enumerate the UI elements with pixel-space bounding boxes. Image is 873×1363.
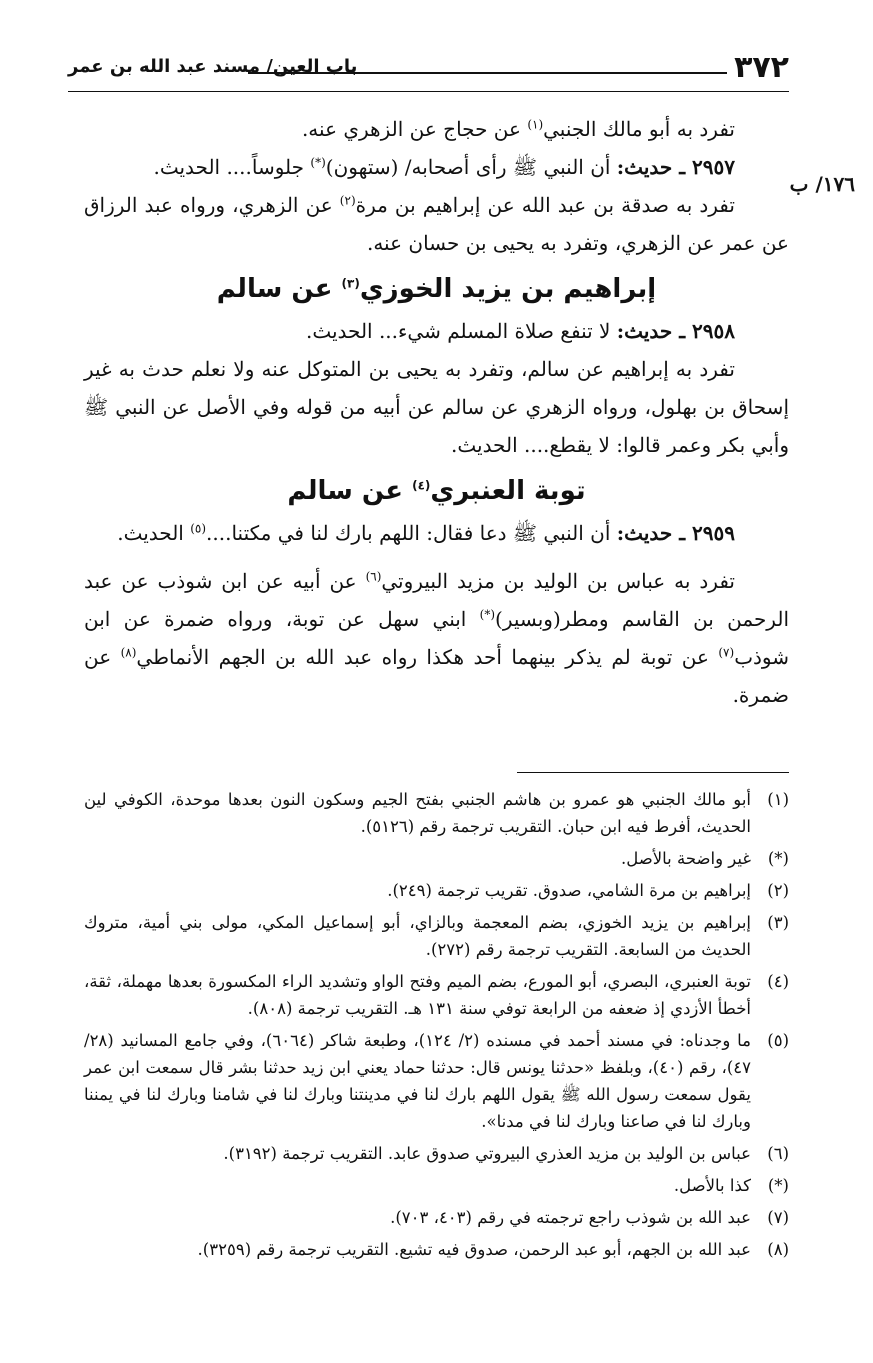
footnote-number: (*): [767, 1176, 789, 1195]
footnote-number: (٨): [767, 1240, 789, 1259]
footnote-ref: (٢): [339, 193, 356, 208]
folio-margin-note: ١٧٦/ ب: [789, 172, 855, 196]
paragraph-text: عن أبيه عن ابن شوذب عن عبد الرحمن بن القاسم ومطر(وبسير): [84, 569, 789, 631]
footnote-ref: (٧): [718, 645, 735, 660]
footnote-text: عباس بن الوليد بن مزيد العذري البيروتي صدوق عابد. التقريب ترجمة (٣١٩٢).: [223, 1144, 751, 1163]
footnote: [84, 845, 789, 872]
page-number: ٣٧٢: [734, 50, 789, 85]
footnote-number: (٥): [767, 1031, 789, 1050]
hadith-number: ٢٩٥٩ ـ حديث:: [616, 521, 735, 545]
hadith-2957: [84, 148, 789, 186]
hadith-2958: [84, 312, 789, 350]
paragraph: [84, 186, 789, 262]
footnote-ref: (*): [479, 607, 496, 622]
footnote-text: غير واضحة بالأصل.: [620, 849, 751, 868]
hadith-text: جلوساً.... الحديث.: [153, 155, 311, 179]
footnote-text: أبو مالك الجنبي هو عمرو بن هاشم الجنبي بفتح الجيم وسكون النون بعدها موحدة، الكوفي لين الحديث، أفرط فيه ابن حبان. التقريب ترجمة رقم (٥١٢٦).: [84, 790, 751, 836]
paragraph-text: تفرد به صدقة بن عبد الله عن إبراهيم بن مرة: [355, 193, 735, 217]
hadith-number: ٢٩٥٧ ـ حديث:: [616, 155, 735, 179]
hadith-2959: [84, 514, 789, 552]
footnote-ref: (*): [310, 155, 326, 170]
hadith-text: لا تنفع صلاة المسلم شيء... الحديث.: [305, 319, 617, 343]
footnote: [84, 1027, 789, 1135]
footnote-number: (١): [767, 790, 789, 809]
hadith-text: أن النبي ﷺ دعا فقال: اللهم بارك لنا في مكتنا....: [206, 521, 617, 545]
footnote-ref: (٤): [412, 478, 431, 493]
hadith-text: أن النبي ﷺ رأى أصحابه/ (ستهون): [325, 155, 617, 179]
heading-text: توبة العنبري: [430, 476, 586, 506]
paragraph-text: عن ضمرة.: [84, 645, 789, 707]
footnote: [84, 877, 789, 904]
hadith-number: ٢٩٥٨ ـ حديث:: [616, 319, 735, 343]
footnote-text: ما وجدناه: في مسند أحمد في مسنده (٢/ ١٢٤)، وطبعة شاكر (٦٠٦٤)، وفي جامع المسانيد (٢٨/ ٤٧)، رقم (٤٠)، وبلفظ «حدثنا يونس قال: حدثنا حماد يعني ابن زيد حدثنا بشر قال سمعت ابن عمر يقول سمعت رسول الله ﷺ يقول اللهم بارك لنا في مدينتنا وبارك لنا في شامنا وبارك لنا في يمننا وبارك لنا في صاعنا وبارك لنا في مدنا».: [84, 1031, 752, 1131]
hadith-text: الحديث.: [117, 521, 191, 545]
footnote-text: إبراهيم بن مرة الشامي، صدوق. تقريب ترجمة (٢٤٩).: [387, 881, 751, 900]
page-header: [68, 42, 789, 92]
footnotes: [84, 786, 789, 1268]
footnote-number: (٤): [767, 972, 789, 991]
footnote: [84, 1140, 789, 1167]
paragraph-text: تفرد به أبو مالك الجنبي: [543, 117, 735, 141]
footnote-ref: (٣): [341, 276, 360, 291]
paragraph-text: ابني سهل عن توبة، ورواه ضمرة عن ابن شوذب: [84, 607, 790, 669]
paragraph: [84, 110, 789, 148]
footnote-ref: (٦): [365, 569, 382, 584]
paragraph-text: عن حجاج عن الزهري عنه.: [301, 117, 528, 141]
running-title: باب العين/ مسند عبد الله بن عمر: [68, 56, 358, 77]
heading-text: عن سالم: [287, 476, 413, 506]
heading-text: إبراهيم بن يزيد الخوزي: [359, 274, 657, 304]
footnote: [84, 1236, 789, 1263]
footnote-text: عبد الله بن شوذب راجع ترجمته في رقم (٤٠٣، ٧٠٣).: [390, 1208, 751, 1227]
main-text: [84, 110, 789, 714]
footnote-number: (*): [767, 849, 789, 868]
footnote-ref: (١): [527, 117, 544, 132]
footnote-text: كذا بالأصل.: [673, 1176, 751, 1195]
paragraph: تفرد به إبراهيم عن سالم، وتفرد به يحيى بن المتوكل عنه ولا نعلم حدث به غير إسحاق بن بهلول، ورواه الزهري عن سالم عن أبيه من قوله وفي الأصل عن النبي ﷺ وأبي بكر وعمر قالوا: لا يقطع.... الحديث.: [84, 357, 789, 457]
footnote-number: (٦): [767, 1144, 789, 1163]
footnote-text: توبة العنبري، البصري، أبو المورع، بضم الميم وفتح الواو وتشديد الراء المكسورة بعدها مهملة، ثقة، أخطأ الأزدي إذ ضعفه من الرابعة توفي سنة ١٣١ هـ. التقريب ترجمة (٨٠٨).: [84, 972, 751, 1018]
footnote-ref: (٥): [190, 521, 207, 536]
footnote-number: (٢): [767, 881, 789, 900]
footnote: [84, 909, 789, 963]
footnote: [84, 968, 789, 1022]
footnote: [84, 1172, 789, 1199]
paragraph-text: عن الزهري، ورواه عبد الرزاق عن عمر عن الزهري، وتفرد به يحيى بن حسان عنه.: [84, 193, 789, 255]
paragraph-text: تفرد به عباس بن الوليد بن مزيد البيروتي: [381, 569, 735, 593]
footnote-text: إبراهيم بن يزيد الخوزي، بضم المعجمة وبالزاي، أبو إسماعيل المكي، مولى بني أمية، متروك الحديث من السابعة. التقريب ترجمة رقم (٢٧٢).: [84, 913, 751, 959]
footnote: [84, 786, 789, 840]
paragraph: [84, 562, 789, 714]
footnote-separator: [517, 772, 789, 773]
footnote-number: (٣): [767, 913, 789, 932]
section-heading: [84, 470, 789, 512]
header-underline: [68, 91, 789, 92]
footnote-text: عبد الله بن الجهم، أبو عبد الرحمن، صدوق فيه تشيع. التقريب ترجمة رقم (٣٢٥٩).: [197, 1240, 751, 1259]
footnote-number: (٧): [767, 1208, 789, 1227]
section-heading: [84, 268, 789, 310]
paragraph-text: عن توبة لم يذكر بينهما أحد هكذا رواه عبد الله بن الجهم الأنماطي: [136, 645, 719, 669]
header-rule: [248, 72, 727, 74]
heading-text: عن سالم: [216, 274, 342, 304]
footnote-ref: (٨): [120, 645, 137, 660]
footnote: [84, 1204, 789, 1231]
